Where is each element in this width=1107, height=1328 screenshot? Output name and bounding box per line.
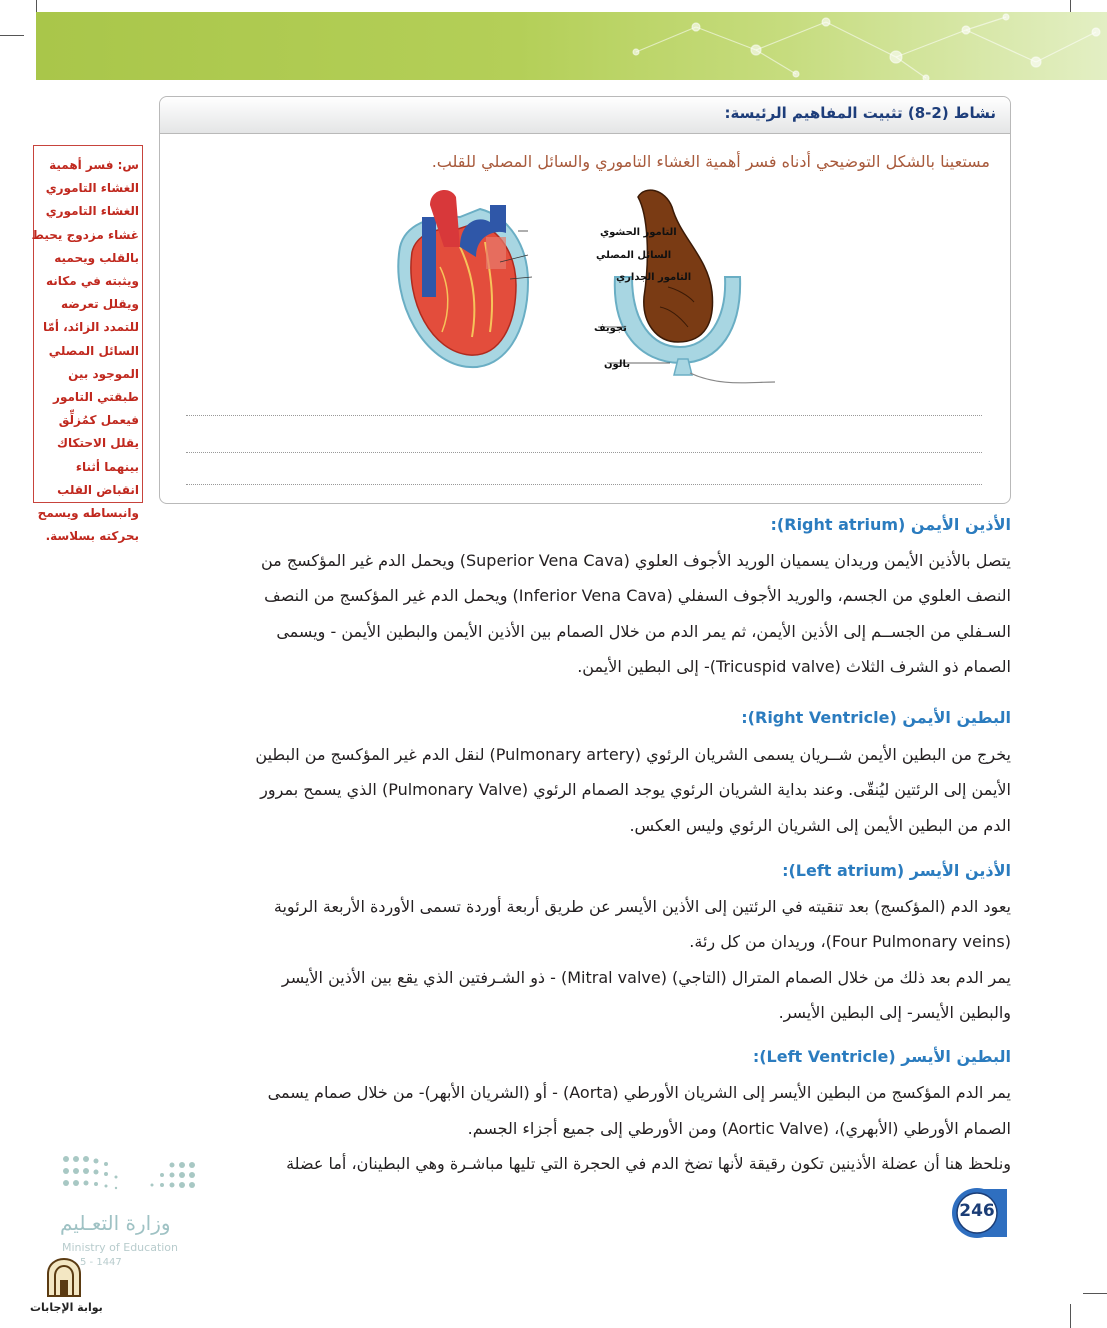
paragraph-line: يمر الدم بعد ذلك من خلال الصمام المترال (التاجي) (Mitral valve) - ذو الشـرفتين الذي يقع بين الأذين الأيسر (281, 968, 1011, 987)
paragraph-line: والبطين الأيسر- إلى البطين الأيسر. (778, 1003, 1011, 1022)
activity-title: نشاط (2-8) تثبيت المفاهيم الرئيسة: (724, 104, 996, 122)
paragraph-line: النصف العلوي من الجسم، والوريد الأجوف السفلي (Inferior Vena Cava) ويحمل الدم غير المؤكسج من النصف (264, 586, 1011, 605)
heart-diagram (398, 190, 528, 367)
activity-question: مستعينا بالشكل التوضيحي أدناه فسر أهمية الغشاء التاموري والسائل المصلي للقلب. (431, 152, 990, 171)
paragraph-line: الأيمن إلى الرئتين ليُنقّى. وعند بداية الشريان الرئوي يوجد الصمام الرئوي (Pulmonary Valve) الذي يسمح بمرور (260, 780, 1011, 799)
answer-line (186, 452, 982, 453)
ministry-name-english: Ministry of Education (62, 1241, 179, 1254)
paragraph-line: (Four Pulmonary veins)، وريدان من كل رئة. (689, 932, 1011, 951)
paragraph-line: الصمام الأورطي (الأبهري)، (Aortic Valve) ومن الأورطي إلى جميع أجزاء الجسم. (467, 1119, 1011, 1138)
answer-line (186, 484, 982, 485)
paragraph-line: السـفلي من الجســم إلى الأذين الأيمن، ثم يمر الدم من خلال الصمام بين الأذين الأيمن والبطين الأيمن - ويسمى (276, 622, 1011, 641)
page-number: 246 (959, 1201, 995, 1221)
paragraph-line: ونلحظ هنا أن عضلة الأذينين تكون رقيقة لأنها تضخ الدم في الحجرة التي تليها مباشـرة وهي البطينان، أما عضلة (286, 1154, 1011, 1173)
activity-box (159, 96, 1011, 504)
section-heading-left-atrium: الأذين الأيسر (Left atrium): (782, 861, 1011, 880)
paragraph-line: يمر الدم المؤكسج من البطين الأيسر إلى الشريان الأورطي (Aorta) - أو (الشريان الأبهر)- من خلال صمام يسمى (267, 1083, 1011, 1102)
paragraph-line: الدم من البطين الأيمن إلى الشريان الرئوي وليس العكس. (629, 816, 1011, 835)
fist-balloon-diagram (615, 190, 775, 383)
molecule-pattern-icon (36, 12, 1107, 80)
section-heading-right-ventricle: البطين الأيمن (Right Ventricle): (741, 708, 1011, 727)
ministry-name-arabic: وزارة التعـليم (60, 1211, 171, 1235)
paragraph-line: يتصل بالأذين الأيمن وريدان يسميان الوريد الأجوف العلوي (Superior Vena Cava) ويحمل الدم غير المؤكسج من (260, 551, 1011, 570)
ministry-year: 5 - 1447 (80, 1257, 122, 1268)
paragraph-line: يخرج من البطين الأيمن شــريان يسمى الشريان الرئوي (Pulmonary artery) لنقل الدم غير المؤكسج من البطين (255, 745, 1011, 764)
ministry-logo-icon (62, 1155, 202, 1200)
pericardium-diagram (160, 97, 1010, 503)
section-heading-left-ventricle: البطين الأيسر (Left Ventricle): (752, 1047, 1011, 1066)
label-cavity: تجويف (594, 323, 627, 334)
paragraph-line: الصمام ذو الشرف الثلاث (Tricuspid valve)- إلى البطين الأيمن. (577, 657, 1011, 676)
portal-brand-name: بوابة الإجابات (30, 1301, 103, 1314)
crop-mark (1083, 1293, 1107, 1294)
label-visceral: التامور الحشوي (600, 227, 677, 238)
label-balloon: بالون (604, 359, 631, 370)
section-heading-right-atrium: الأذين الأيمن (Right atrium): (770, 515, 1011, 534)
side-note-answer (31, 145, 143, 544)
answer-line (186, 415, 982, 416)
paragraph-line: يعود الدم (المؤكسج) بعد تنقيته في الرئتين إلى الأذين الأيسر عن طريق أربعة أوردة تسمى الأوردة الأربعة الرئوية (273, 897, 1011, 916)
label-parietal: التامور الجداري (616, 272, 692, 283)
crop-mark (1070, 1304, 1071, 1328)
side-note-text: س: فسر أهمية الغشاء التاموري الغشاء التاموري غشاء مزدوج يحيط بالقلب ويحميه ويثبته في مكانه ويقلل تعرضه للتمدد الزائد، أمّا السائل المصلي الموجود بين طبقتي التامور فيعمل كمُزلِّق يقلل الاحتكاك بينهما أثناء انقباض القلب وانبساطه ويسمح بحركته بسلاسة. (31, 158, 139, 544)
label-serous-fluid: السائل المصلي (596, 250, 672, 261)
portal-logo-icon (42, 1256, 86, 1300)
header-banner (36, 12, 1107, 80)
crop-mark (0, 35, 24, 36)
